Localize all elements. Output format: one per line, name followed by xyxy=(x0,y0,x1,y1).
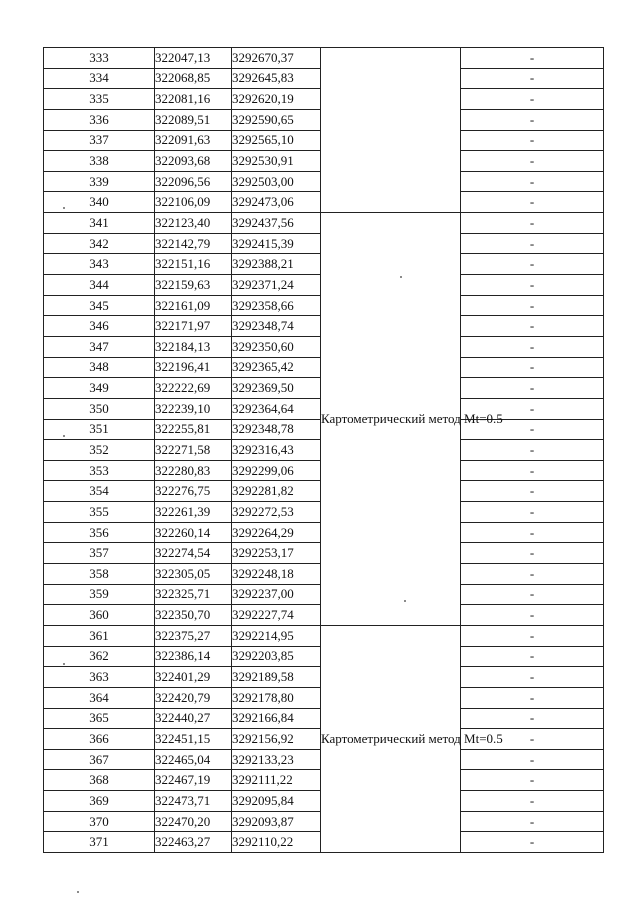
x-coordinate-cell: 322196,41 xyxy=(155,357,232,378)
point-number-cell: 339 xyxy=(44,171,155,192)
point-number-cell: 346 xyxy=(44,316,155,337)
point-number-cell: 352 xyxy=(44,440,155,461)
x-coordinate-cell: 322470,20 xyxy=(155,811,232,832)
x-coordinate-cell: 322106,09 xyxy=(155,192,232,213)
x-coordinate-cell: 322440,27 xyxy=(155,708,232,729)
point-number-cell: 355 xyxy=(44,502,155,523)
scan-speck xyxy=(63,207,65,209)
scan-speck xyxy=(63,435,65,437)
point-number-cell: 353 xyxy=(44,460,155,481)
point-number-cell: 333 xyxy=(44,48,155,69)
point-number-cell: 359 xyxy=(44,584,155,605)
point-number-cell: 335 xyxy=(44,89,155,110)
y-coordinate-cell: 3292350,60 xyxy=(232,336,321,357)
point-number-cell: 365 xyxy=(44,708,155,729)
y-coordinate-cell: 3292503,00 xyxy=(232,171,321,192)
point-number-cell: 344 xyxy=(44,275,155,296)
status-cell: - xyxy=(461,213,604,234)
y-coordinate-cell: 3292645,83 xyxy=(232,68,321,89)
y-coordinate-cell: 3292369,50 xyxy=(232,378,321,399)
point-number-cell: 356 xyxy=(44,522,155,543)
x-coordinate-cell: 322473,71 xyxy=(155,791,232,812)
point-number-cell: 363 xyxy=(44,667,155,688)
point-number-cell: 338 xyxy=(44,151,155,172)
method-cell xyxy=(321,48,461,213)
scan-speck xyxy=(404,600,406,602)
x-coordinate-cell: 322350,70 xyxy=(155,605,232,626)
y-coordinate-cell: 3292299,06 xyxy=(232,460,321,481)
y-coordinate-cell: 3292316,43 xyxy=(232,440,321,461)
x-coordinate-cell: 322386,14 xyxy=(155,646,232,667)
y-coordinate-cell: 3292248,18 xyxy=(232,564,321,585)
point-number-cell: 348 xyxy=(44,357,155,378)
point-number-cell: 369 xyxy=(44,791,155,812)
x-coordinate-cell: 322151,16 xyxy=(155,254,232,275)
x-coordinate-cell: 322255,81 xyxy=(155,419,232,440)
x-coordinate-cell: 322171,97 xyxy=(155,316,232,337)
point-number-cell: 341 xyxy=(44,213,155,234)
table-row xyxy=(44,213,604,234)
y-coordinate-cell: 3292358,66 xyxy=(232,295,321,316)
x-coordinate-cell: 322280,83 xyxy=(155,460,232,481)
x-coordinate-cell: 322047,13 xyxy=(155,48,232,69)
status-cell: - xyxy=(461,749,604,770)
status-cell: - xyxy=(461,543,604,564)
y-coordinate-cell: 3292565,10 xyxy=(232,130,321,151)
point-number-cell: 351 xyxy=(44,419,155,440)
status-cell: - xyxy=(461,233,604,254)
status-cell: - xyxy=(461,708,604,729)
y-coordinate-cell: 3292253,17 xyxy=(232,543,321,564)
y-coordinate-cell: 3292227,74 xyxy=(232,605,321,626)
x-coordinate-cell: 322091,63 xyxy=(155,130,232,151)
y-coordinate-cell: 3292530,91 xyxy=(232,151,321,172)
point-number-cell: 345 xyxy=(44,295,155,316)
status-cell: - xyxy=(461,791,604,812)
x-coordinate-cell: 322451,15 xyxy=(155,729,232,750)
status-cell: - xyxy=(461,295,604,316)
method-cell: Картометрический метод Mt=0.5 xyxy=(321,625,461,852)
x-coordinate-cell: 322325,71 xyxy=(155,584,232,605)
y-coordinate-cell: 3292133,23 xyxy=(232,749,321,770)
point-number-cell: 370 xyxy=(44,811,155,832)
status-cell: - xyxy=(461,316,604,337)
x-coordinate-cell: 322159,63 xyxy=(155,275,232,296)
point-number-cell: 350 xyxy=(44,398,155,419)
x-coordinate-cell: 322467,19 xyxy=(155,770,232,791)
status-cell: - xyxy=(461,667,604,688)
y-coordinate-cell: 3292189,58 xyxy=(232,667,321,688)
point-number-cell: 371 xyxy=(44,832,155,853)
status-cell: - xyxy=(461,378,604,399)
y-coordinate-cell: 3292371,24 xyxy=(232,275,321,296)
x-coordinate-cell: 322305,05 xyxy=(155,564,232,585)
x-coordinate-cell: 322401,29 xyxy=(155,667,232,688)
point-number-cell: 342 xyxy=(44,233,155,254)
point-number-cell: 354 xyxy=(44,481,155,502)
status-cell: - xyxy=(461,398,604,419)
point-number-cell: 367 xyxy=(44,749,155,770)
status-cell: - xyxy=(461,419,604,440)
x-coordinate-cell: 322089,51 xyxy=(155,109,232,130)
y-coordinate-cell: 3292388,21 xyxy=(232,254,321,275)
status-cell: - xyxy=(461,460,604,481)
status-cell: - xyxy=(461,336,604,357)
x-coordinate-cell: 322239,10 xyxy=(155,398,232,419)
point-number-cell: 357 xyxy=(44,543,155,564)
y-coordinate-cell: 3292415,39 xyxy=(232,233,321,254)
y-coordinate-cell: 3292670,37 xyxy=(232,48,321,69)
y-coordinate-cell: 3292281,82 xyxy=(232,481,321,502)
y-coordinate-cell: 3292348,78 xyxy=(232,419,321,440)
x-coordinate-cell: 322081,16 xyxy=(155,89,232,110)
y-coordinate-cell: 3292156,92 xyxy=(232,729,321,750)
status-cell: - xyxy=(461,89,604,110)
status-cell: - xyxy=(461,254,604,275)
point-number-cell: 347 xyxy=(44,336,155,357)
status-cell: - xyxy=(461,687,604,708)
point-number-cell: 340 xyxy=(44,192,155,213)
y-coordinate-cell: 3292214,95 xyxy=(232,625,321,646)
coordinates-table-body xyxy=(44,48,604,853)
status-cell: - xyxy=(461,481,604,502)
x-coordinate-cell: 322261,39 xyxy=(155,502,232,523)
point-number-cell: 361 xyxy=(44,625,155,646)
x-coordinate-cell: 322420,79 xyxy=(155,687,232,708)
y-coordinate-cell: 3292473,06 xyxy=(232,192,321,213)
status-cell: - xyxy=(461,770,604,791)
status-cell: - xyxy=(461,625,604,646)
status-cell: - xyxy=(461,605,604,626)
status-cell: - xyxy=(461,68,604,89)
point-number-cell: 349 xyxy=(44,378,155,399)
status-cell: - xyxy=(461,564,604,585)
coordinates-table xyxy=(43,47,604,853)
x-coordinate-cell: 322123,40 xyxy=(155,213,232,234)
status-cell: - xyxy=(461,275,604,296)
y-coordinate-cell: 3292264,29 xyxy=(232,522,321,543)
x-coordinate-cell: 322276,75 xyxy=(155,481,232,502)
y-coordinate-cell: 3292111,22 xyxy=(232,770,321,791)
x-coordinate-cell: 322093,68 xyxy=(155,151,232,172)
y-coordinate-cell: 3292348,74 xyxy=(232,316,321,337)
x-coordinate-cell: 322465,04 xyxy=(155,749,232,770)
status-cell: - xyxy=(461,48,604,69)
x-coordinate-cell: 322068,85 xyxy=(155,68,232,89)
point-number-cell: 362 xyxy=(44,646,155,667)
y-coordinate-cell: 3292166,84 xyxy=(232,708,321,729)
point-number-cell: 368 xyxy=(44,770,155,791)
status-cell: - xyxy=(461,151,604,172)
x-coordinate-cell: 322463,27 xyxy=(155,832,232,853)
x-coordinate-cell: 322274,54 xyxy=(155,543,232,564)
scan-speck xyxy=(77,891,79,893)
status-cell: - xyxy=(461,171,604,192)
x-coordinate-cell: 322184,13 xyxy=(155,336,232,357)
y-coordinate-cell: 3292095,84 xyxy=(232,791,321,812)
status-cell: - xyxy=(461,192,604,213)
point-number-cell: 336 xyxy=(44,109,155,130)
status-cell: - xyxy=(461,130,604,151)
status-cell: - xyxy=(461,811,604,832)
x-coordinate-cell: 322142,79 xyxy=(155,233,232,254)
status-cell: - xyxy=(461,522,604,543)
point-number-cell: 358 xyxy=(44,564,155,585)
x-coordinate-cell: 322271,58 xyxy=(155,440,232,461)
point-number-cell: 364 xyxy=(44,687,155,708)
scan-speck xyxy=(63,663,65,665)
status-cell: - xyxy=(461,440,604,461)
status-cell: - xyxy=(461,729,604,750)
table-row xyxy=(44,48,604,69)
point-number-cell: 343 xyxy=(44,254,155,275)
status-cell: - xyxy=(461,832,604,853)
status-cell: - xyxy=(461,357,604,378)
status-cell: - xyxy=(461,502,604,523)
y-coordinate-cell: 3292437,56 xyxy=(232,213,321,234)
y-coordinate-cell: 3292272,53 xyxy=(232,502,321,523)
y-coordinate-cell: 3292364,64 xyxy=(232,398,321,419)
y-coordinate-cell: 3292110,22 xyxy=(232,832,321,853)
table-row xyxy=(44,625,604,646)
y-coordinate-cell: 3292365,42 xyxy=(232,357,321,378)
y-coordinate-cell: 3292203,85 xyxy=(232,646,321,667)
point-number-cell: 337 xyxy=(44,130,155,151)
y-coordinate-cell: 3292590,65 xyxy=(232,109,321,130)
status-cell: - xyxy=(461,584,604,605)
method-cell: Картометрический метод Mt=0.5 xyxy=(321,213,461,626)
x-coordinate-cell: 322260,14 xyxy=(155,522,232,543)
x-coordinate-cell: 322161,09 xyxy=(155,295,232,316)
x-coordinate-cell: 322375,27 xyxy=(155,625,232,646)
y-coordinate-cell: 3292237,00 xyxy=(232,584,321,605)
point-number-cell: 366 xyxy=(44,729,155,750)
point-number-cell: 360 xyxy=(44,605,155,626)
x-coordinate-cell: 322222,69 xyxy=(155,378,232,399)
y-coordinate-cell: 3292178,80 xyxy=(232,687,321,708)
y-coordinate-cell: 3292093,87 xyxy=(232,811,321,832)
x-coordinate-cell: 322096,56 xyxy=(155,171,232,192)
point-number-cell: 334 xyxy=(44,68,155,89)
status-cell: - xyxy=(461,646,604,667)
scan-speck xyxy=(400,276,402,278)
status-cell: - xyxy=(461,109,604,130)
y-coordinate-cell: 3292620,19 xyxy=(232,89,321,110)
